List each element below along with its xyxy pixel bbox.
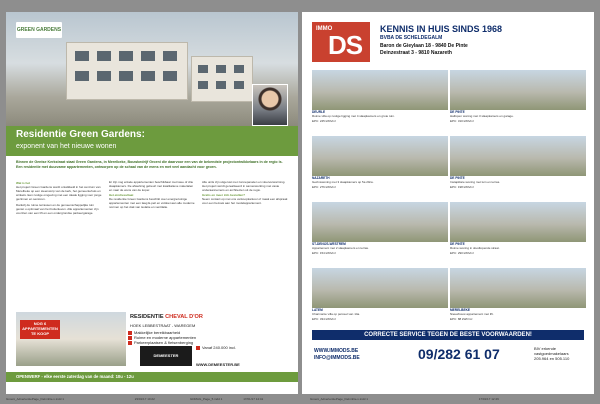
property-epc: EPC: 198 kWh/m² [450,184,475,189]
right-page [302,12,594,394]
article-intro: Binnen de Gentse Kerkstraat staat Green Gardens, in Merelbeke, Bouwbedrijf Groeni die daarvoor een van de bekendste projectontwikkelaars in de regio is. Een residentie met duurzame appartementen, ontworpen op de schaal van de mens en met veel aandacht voor groen. [16,160,283,169]
agency-email[interactable]: INFO@IMMODS.BE [314,355,360,361]
print-date: 23/01/17 10:22 [134,397,155,401]
property-epc: EPC: 276 kWh/m² [312,184,337,189]
property-listing[interactable] [312,202,448,255]
property-listing[interactable] [312,136,448,189]
print-footer-right [310,397,499,401]
agency-phone[interactable]: 09/282 61 07 [418,346,500,362]
property-listing[interactable] [450,202,586,255]
agency-address-1: Baron de Gieylaan 18 - 9840 De Pinte [380,43,468,49]
print-footer-left [6,397,155,401]
property-caption: Appartement met 2 slaapkamers en terras. [312,246,369,250]
feature-bullet: Makkelijke bereikbaarheid [134,330,181,335]
residentie-location: HOEK LEBBESTRAAT - WAREGEM [130,323,196,328]
property-caption: Charmante villa op perceel van 14a. [312,312,361,316]
property-photo [450,136,586,176]
feature-bullet: Parkeerplaatsen & fietsenberging [134,340,194,345]
logo-ds-text: DS [328,30,363,60]
biv-line-2: vastgoedmakelaars [534,351,569,356]
property-photo [450,202,586,242]
property-location: DEURLE [312,110,326,114]
property-photo [312,268,448,308]
property-epc: EPC: 154 kWh/m² [312,250,337,255]
property-caption: Halfopen woning met 3 slaapkamers en garage. [450,114,514,118]
green-gardens-logo: GREEN GARDENS [16,22,62,38]
print-file: Groeni_AdvertentiePage_DeInnDe-x.indd 1 [310,397,368,401]
property-photo [450,70,586,110]
property-epc: EPC: 88 kWh/m² [450,316,473,321]
article-subtitle: exponent van het nieuwe wonen [16,143,117,150]
column-text: Alle units zijn uitgerust met zonnepanelen en vloerverwarming. Het project wordt gerealiseerd in samenwerking met vaste onderaannemers en architecten uit de regio. [202,180,286,192]
residentie-label: RESIDENTIE [130,314,164,320]
immo-ds-logo [312,22,370,62]
property-caption: Ruime villa op rustige ligging met 4 slaapkamers en grote tuin. [312,114,395,118]
property-location: DE PINTE [450,176,465,180]
property-location: DE PINTE [450,110,465,114]
column-text: Dankzij de ruime terrassen en de gemeenschappelijke tuin geniet u optimaal van het buitenleven. Alle appartementen zijn voorzien van een lift en een ondergrondse parkeergarage. [16,203,99,215]
left-page [6,12,298,394]
print-footer-mid [190,397,263,401]
property-caption: Gezinswoning met 3 slaapkamers op 5a 20ca. [312,180,374,184]
property-epc: EPC: 245 kWh/m² [312,118,337,123]
biv-line-3: 205.964 en 505.110 [534,356,570,361]
agency-company: BVBA DE SCHELDEGALM [380,35,443,41]
property-epc: EPC: 310 kWh/m² [450,118,475,123]
residentie-accent: CHEVAL D'OR [165,314,203,320]
column-text: Er zijn nog enkele appartementen beschikbaar met twee of drie slaapkamers. De afwerking gebeurt met kwalitatieve materialen en naar de wens van de koper. [109,180,194,192]
article-column-3 [202,180,288,205]
print-file: Groeni_AdvertentiePage_DeInnDe-x.indd 1 [6,397,64,401]
feature-bullet: Ruime en moderne appartementen [134,335,197,340]
print-date: 17/01/17 14:41 [243,397,264,401]
column-heading: Het eindresultaat [109,193,134,197]
property-listing[interactable] [450,268,586,321]
property-caption: Nieuwbouw appartement met lift. [450,312,494,316]
biv-line-1: BIV erkende [534,346,557,351]
building-render-2 [191,56,253,102]
portrait-photo [252,84,288,126]
property-photo [312,70,448,110]
print-file: GDMAG_Page_5.indd 1 [190,397,223,401]
property-caption: Ruime woning in doodlopende straat. [450,246,500,250]
property-listing[interactable] [450,136,586,189]
residentie-cheval-title [130,314,290,320]
article-column-2 [109,180,195,209]
column-text: Het project Green Gardens wordt ontwikkeld in het centrum van Merelbeke op een steenworp van de kerk, het gemeentehuis en winkels. Een rustige omgeving met een ideale ligging voor jonge gezinnen en senioren. [16,185,102,201]
open-house-bar: OPENWERF - elke eerste zaterdag van de maand: 10u - 12u [6,372,298,382]
property-epc: EPC: 290 kWh/m² [450,250,475,255]
property-epc: EPC: 334 kWh/m² [312,316,337,321]
feature-bullet: Vanaf 240.000 incl. [202,345,236,350]
agency-website[interactable]: WWW.IMMODS.BE [314,348,359,354]
article-column-1 [16,180,102,215]
property-photo [450,268,586,308]
property-photo [312,202,448,242]
property-caption: Instapklare woning met tuin en terras. [450,180,501,184]
property-location: DE PINTE [450,242,465,246]
property-location: ST-DENIJS-WESTREM [312,242,346,246]
column-heading: Wat is het [16,181,31,185]
property-location: NAZARETH [312,176,330,180]
service-banner: CORRECTE SERVICE TEGEN DE BESTE VOORWAARDEN! [312,330,584,340]
property-listing[interactable] [312,268,448,321]
hero-rendering [6,12,298,126]
agency-address-2: Deinzestraat 3 - 9810 Nazareth [380,50,452,56]
column-text: Neem contact op met ons verkoopkantoor of maak een afspraak voor een bezoek aan het modelappartement. [202,197,288,205]
price-tag: NOG 6 APPARTEMENTEN TE KOOP [20,320,60,339]
logo-immo-text: IMMO [316,26,333,32]
agency-slogan: KENNIS IN HUIS SINDS 1968 [380,24,503,34]
building-render [66,42,188,100]
column-heading: Gratis en meer info bestellen? [202,193,246,197]
print-date: 17/01/17 12:49 [478,397,499,401]
demeester-logo-text: DEMEESTER [153,353,179,358]
property-photo [312,136,448,176]
property-listing[interactable] [450,70,586,123]
article-title: Residentie Green Gardens: [16,129,145,140]
property-location: MERELBEKE [450,308,471,312]
column-text: De residentie Green Gardens beschikt over energiezuinige appartementen met een laag E-peil en voldoet aan alle moderne normen op het vlak van isolatie en ventilatie. [109,197,195,209]
demeester-logo [140,346,192,366]
demeester-website[interactable]: WWW.DEMEESTER.BE [196,362,240,367]
property-location: LATEM [312,308,323,312]
property-listing[interactable] [312,70,448,123]
